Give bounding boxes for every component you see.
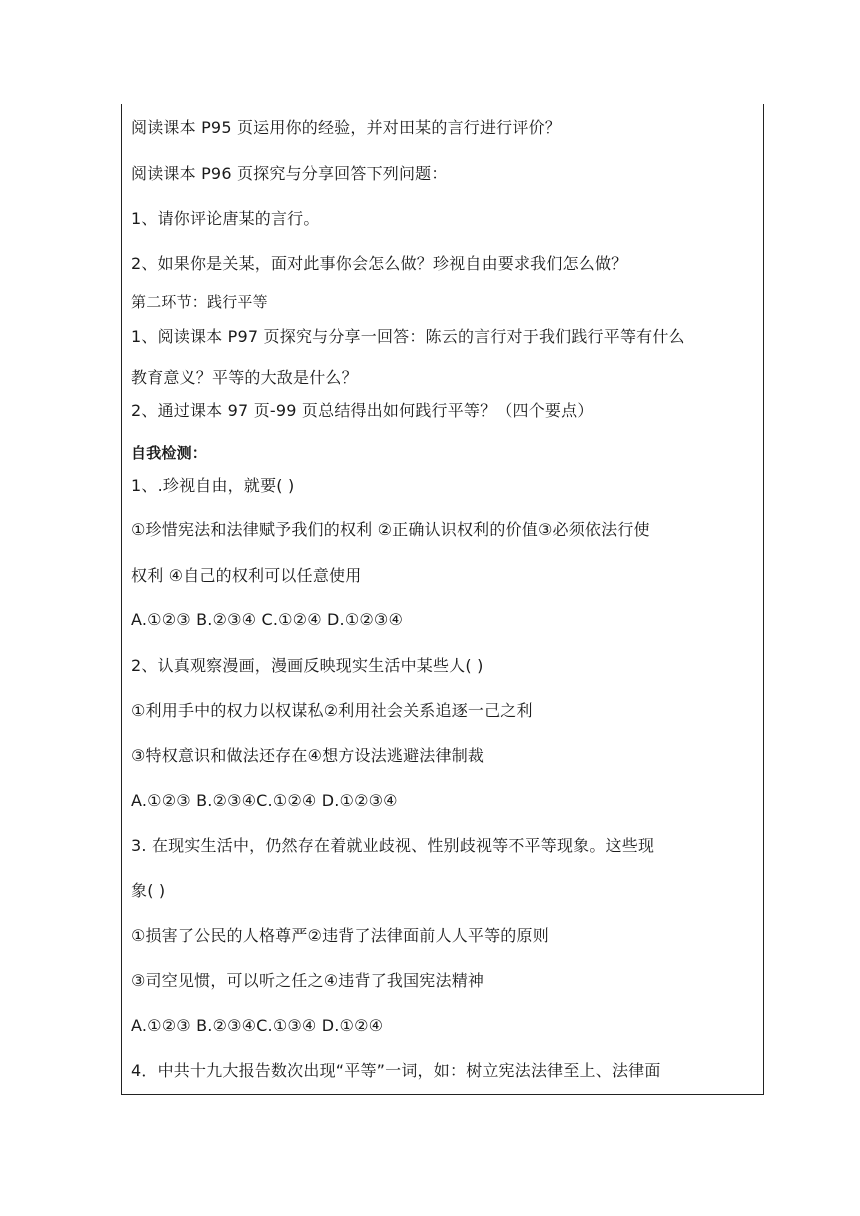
question-3-options: A.①②③ B.②③④C.①③④ D.①②④ <box>131 1016 384 1035</box>
question-1-statements: 权利 ④自己的权利可以任意使用 <box>131 566 362 585</box>
question-2-options: A.①②③ B.②③④C.①②④ D.①②③④ <box>131 791 398 810</box>
section-heading: 第二环节：践行平等 <box>131 293 268 311</box>
self-test-heading: 自我检测： <box>131 444 208 462</box>
question-2: 2、认真观察漫画，漫画反映现实生活中某些人( ) <box>131 656 484 675</box>
text-line: 2、如果你是关某，面对此事你会怎么做？珍视自由要求我们怎么做？ <box>131 254 628 273</box>
question-4: 4．中共十九大报告数次出现“平等”一词，如：树立宪法法律至上、法律面 <box>131 1061 661 1080</box>
text-line: 1、请你评论唐某的言行。 <box>131 209 320 228</box>
question-3: 象( ) <box>131 881 166 900</box>
table-cell-border <box>121 104 764 1095</box>
question-2-statements: ③特权意识和做法还存在④想方设法逃避法律制裁 <box>131 746 485 765</box>
question-3-statements: ③司空见惯，可以听之任之④违背了我国宪法精神 <box>131 971 485 990</box>
text-line: 2、通过课本 97 页-99 页总结得出如何践行平等？（四个要点） <box>131 401 594 420</box>
question-1-statements: ①珍惜宪法和法律赋予我们的权利 ②正确认识权利的价值③必须依法行使 <box>131 520 650 539</box>
question-3: 3. 在现实生活中，仍然存在着就业歧视、性别歧视等不平等现象。这些现 <box>131 836 655 855</box>
question-1-options: A.①②③ B.②③④ C.①②④ D.①②③④ <box>131 610 404 629</box>
text-line: 阅读课本 P96 页探究与分享回答下列问题： <box>131 164 448 183</box>
text-line: 教育意义？平等的大敌是什么？ <box>131 368 358 387</box>
text-line: 阅读课本 P95 页运用你的经验，并对田某的言行进行评价？ <box>131 118 561 137</box>
question-1: 1、.珍视自由，就要( ) <box>131 476 295 495</box>
text-line: 1、阅读课本 P97 页探究与分享一回答：陈云的言行对于我们践行平等有什么 <box>131 327 685 346</box>
question-2-statements: ①利用手中的权力以权谋私②利用社会关系追逐一己之利 <box>131 701 533 720</box>
question-3-statements: ①损害了公民的人格尊严②违背了法律面前人人平等的原则 <box>131 926 549 945</box>
